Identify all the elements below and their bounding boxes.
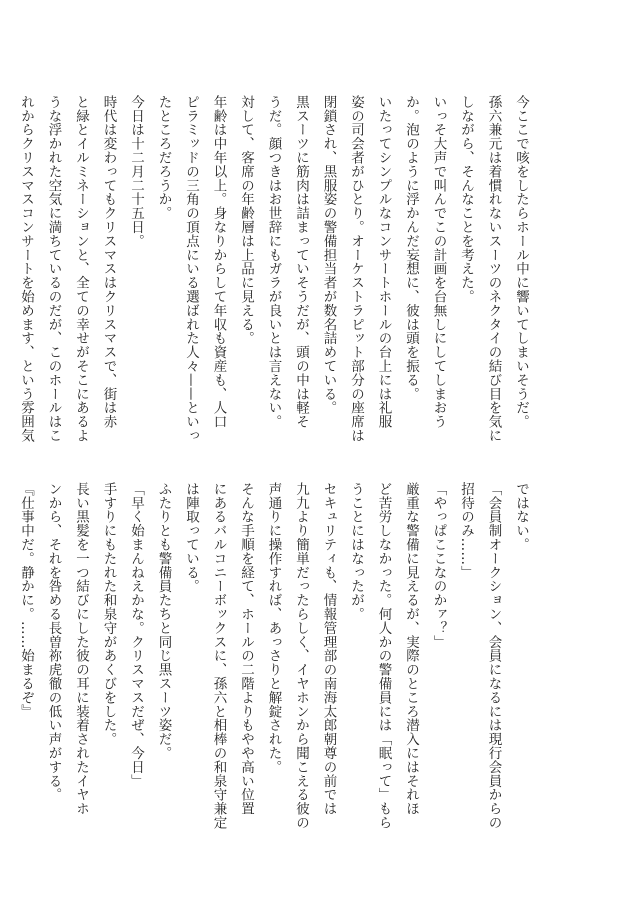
- text-line: 「会員制オークション、会員になるには現行会員からの: [485, 482, 502, 830]
- text-line: 「早く始まんねえかな。クリスマスだぜ、今日」: [128, 482, 144, 788]
- lower-text-block: [18, 482, 534, 830]
- text-line: 長い黒髪を一つ結びにした彼の耳に装着されたイヤホ: [73, 482, 89, 816]
- text-line: 閉鎖され、黒服姿の警備担当者が数名詰めている。: [320, 95, 337, 415]
- text-line: ど苦労しなかった。何人かの警備員には「眠って」もら: [375, 482, 392, 830]
- text-line: は陣取っている。: [183, 482, 199, 594]
- text-line: 声通りに操作すれば、あっさりと解錠された。: [265, 482, 282, 774]
- text-line: ンから、それを咎める長曽祢虎徹の低い声がする。: [45, 482, 62, 802]
- text-line: 対して、客席の年齢層は上品に見える。: [238, 95, 254, 346]
- text-line: ピラミッドの三角の頂点にいる選ばれた人々——といっ: [183, 95, 199, 443]
- text-line: うな浮かれた空気に満ちているのだが、このホールはこ: [45, 95, 62, 443]
- text-line: 孫六兼元は着慣れないスーツのネクタイの結び目を気に: [485, 95, 502, 443]
- text-line: 「やっぱここなのかァ？」: [430, 482, 447, 649]
- upper-text-block: [18, 95, 534, 467]
- text-line: ではない。: [513, 482, 529, 552]
- text-line: か。泡のように浮かんだ妄想に、彼は頭を振る。: [403, 95, 419, 401]
- text-line: いっそ大声で叫んでこの計画を台無しにしてしまおう: [430, 95, 447, 429]
- text-line: れからクリスマスコンサートを始めます、という雰囲気: [18, 95, 34, 443]
- text-line: 厳重な警備に見えるが、実際のところ潜入にはそれほ: [403, 482, 419, 816]
- text-line: そんな手順を経て、ホールの二階よりもやや高い位置: [238, 482, 254, 816]
- text-line: 姿の司会者がひとり。オーケストラピット部分の座席は: [348, 95, 364, 443]
- text-line: ふたりとも警備員たちと同じ黒スーツ姿だ。: [155, 482, 172, 760]
- text-line: 招待のみ……」: [458, 482, 474, 580]
- text-line: にあるバルコニーボックスに、孫六と相棒の和泉守兼定: [210, 482, 227, 830]
- text-line: 黒スーツに筋肉は詰まっていそうだが、頭の中は軽そ: [293, 95, 309, 429]
- text-line: たところだろうか。: [155, 95, 172, 221]
- text-line: うだ。顔つきはお世辞にもガラが良いとは言えない。: [265, 95, 282, 429]
- text-line: いたってシンプルなコンサートホールの台上には礼服: [375, 95, 392, 429]
- text-line: 時代は変わってもクリスマスはクリスマスで、街は赤: [100, 95, 117, 429]
- text-line: と緑とイルミネーションと、全ての幸せがそこにあるよ: [73, 95, 89, 443]
- text-line: 年齢は中年以上。身なりからして年収も資産も、人口: [210, 95, 227, 429]
- text-line: セキュリティも、情報管理部の南海太郎朝尊の前では: [320, 482, 337, 816]
- text-line: うことにはなったが。: [348, 482, 364, 621]
- text-line: 今日は十二月二十五日。: [128, 95, 144, 248]
- text-line: 九九より簡単だったらしく、イヤホンから聞こえる彼の: [293, 482, 309, 830]
- text-line: 手すりにもたれた和泉守があくびをした。: [100, 482, 117, 747]
- text-line: 今ここで咳をしたらホール中に響いてしまいそうだ。: [513, 95, 529, 429]
- text-line: 『仕事中だ。静かに。……始まるぞ』: [18, 482, 34, 719]
- text-line: しながら、そんなことを考えた。: [458, 95, 474, 304]
